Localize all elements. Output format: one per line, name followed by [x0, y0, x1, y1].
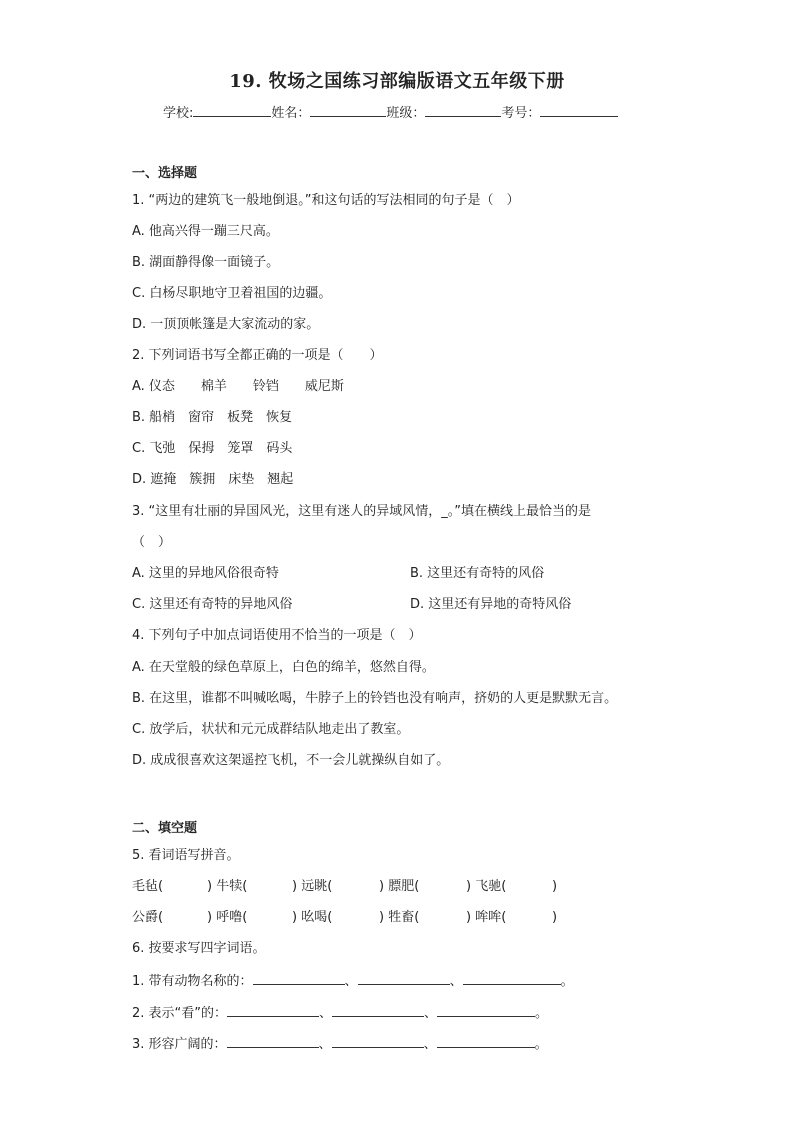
page-title: 19. 牧场之国练习部编版语文五年级下册 [229, 71, 565, 92]
question-3-option-c[interactable]: C. 这里还有奇特的异地风俗 [132, 597, 293, 612]
answer-blank[interactable] [437, 1002, 535, 1017]
question-4-option-a[interactable]: A. 在天堂般的绿色草原上，白色的绵羊，悠然自得。 [132, 660, 435, 675]
pinyin-word: ) [552, 910, 558, 925]
separator: 、 [449, 974, 463, 989]
question-6-item-2 [132, 1002, 548, 1024]
pinyin-word: 公爵( [132, 910, 164, 925]
question-4-option-b[interactable]: B. 在这里，谁都不叫喊吆喝，牛脖子上的铃铛也没有响声，挤奶的人更是默默无言。 [132, 691, 618, 706]
answer-blank[interactable] [332, 1002, 424, 1017]
question-1-option-b[interactable]: B. 湖面静得像一面镜子。 [132, 255, 280, 270]
question-3-option-d[interactable]: D. 这里还有异地的奇特风俗 [410, 597, 572, 612]
exam-number-field[interactable] [540, 102, 618, 117]
question-3-option-a[interactable]: A. 这里的异地风俗很奇特 [132, 566, 279, 581]
separator: 、 [344, 974, 358, 989]
question-4-option-d[interactable]: D. 成成很喜欢这架遥控飞机，不一会儿就操纵自如了。 [132, 753, 450, 768]
class-label: 班级： [386, 106, 426, 121]
separator: 、 [318, 1037, 332, 1052]
answer-blank[interactable] [253, 970, 345, 985]
pinyin-word: ) 呼噜( [207, 910, 248, 925]
section-heading-fill: 二、填空题 [132, 821, 198, 836]
question-1-option-c[interactable]: C. 白杨尽职地守卫着祖国的边疆。 [132, 286, 332, 301]
school-field[interactable] [193, 102, 271, 117]
question-3-option-b[interactable]: B. 这里还有奇特的风俗 [410, 566, 545, 581]
question-1-option-d[interactable]: D. 一顶顶帐篷是大家流动的家。 [132, 317, 320, 332]
answer-blank[interactable] [358, 970, 450, 985]
section-heading-choice: 一、选择题 [132, 166, 198, 181]
pinyin-word: ) 膘肥( [379, 879, 420, 894]
period: 。 [560, 974, 574, 989]
pinyin-word: ) [552, 879, 558, 894]
answer-blank[interactable] [463, 970, 561, 985]
question-5-stem: 5. 看词语写拼音。 [132, 848, 240, 863]
answer-blank[interactable] [227, 1002, 319, 1017]
separator: 、 [423, 1037, 437, 1052]
school-label: 学校: [163, 106, 194, 121]
name-field[interactable] [310, 102, 386, 117]
pinyin-word: ) 哞哞( [466, 910, 507, 925]
question-4-stem: 4. 下列句子中加点词语使用不恰当的一项是（ ） [132, 628, 422, 643]
question-2-option-d[interactable]: D. 遮掩 簇拥 床垫 翘起 [132, 472, 294, 487]
question-4-option-c[interactable]: C. 放学后，状状和元元成群结队地走出了教室。 [132, 722, 410, 737]
question-3-stem: 3. “这里有壮丽的异国风光，这里有迷人的异域风情，_。”填在横线上最恰当的是 [132, 504, 592, 519]
question-6-stem: 6. 按要求写四字词语。 [132, 941, 266, 956]
exam-number-label: 考号： [501, 106, 541, 121]
pinyin-word: ) 牲畜( [379, 910, 420, 925]
question-6-item-1 [132, 970, 574, 992]
pinyin-word: ) 飞驰( [466, 879, 507, 894]
question-1-stem: 1. “两边的建筑飞一般地倒退。”和这句话的写法相同的句子是（ ） [132, 193, 520, 208]
answer-blank[interactable] [227, 1033, 319, 1048]
separator: 、 [424, 1006, 438, 1021]
question-3-stem-cont: （ ） [132, 535, 172, 550]
period: 。 [535, 1006, 549, 1021]
question-2-option-a[interactable]: A. 仪态 棉羊 铃铛 威尼斯 [132, 379, 344, 394]
item-label: 1. 带有动物名称的： [132, 974, 253, 989]
item-label: 2. 表示“看”的： [132, 1006, 228, 1021]
period: 。 [534, 1037, 548, 1052]
pinyin-word: ) 牛犊( [207, 879, 248, 894]
pinyin-word: 毛毡( [132, 879, 164, 894]
question-2-option-c[interactable]: C. 飞弛 保拇 笼罩 码头 [132, 441, 293, 456]
question-2-stem: 2. 下列词语书写全都正确的一项是（ ） [132, 348, 383, 363]
name-label: 姓名： [271, 106, 311, 121]
question-1-option-a[interactable]: A. 他高兴得一蹦三尺高。 [132, 224, 279, 239]
item-label: 3. 形容广阔的： [132, 1037, 227, 1052]
answer-blank[interactable] [437, 1033, 535, 1048]
student-info-row [163, 102, 618, 124]
class-field[interactable] [425, 102, 501, 117]
answer-blank[interactable] [332, 1033, 424, 1048]
pinyin-word: ) 吆喝( [292, 910, 333, 925]
question-6-item-3 [132, 1033, 548, 1055]
separator: 、 [319, 1006, 333, 1021]
pinyin-word: ) 远眺( [292, 879, 333, 894]
question-2-option-b[interactable]: B. 船梢 窗帘 板凳 恢复 [132, 410, 293, 425]
